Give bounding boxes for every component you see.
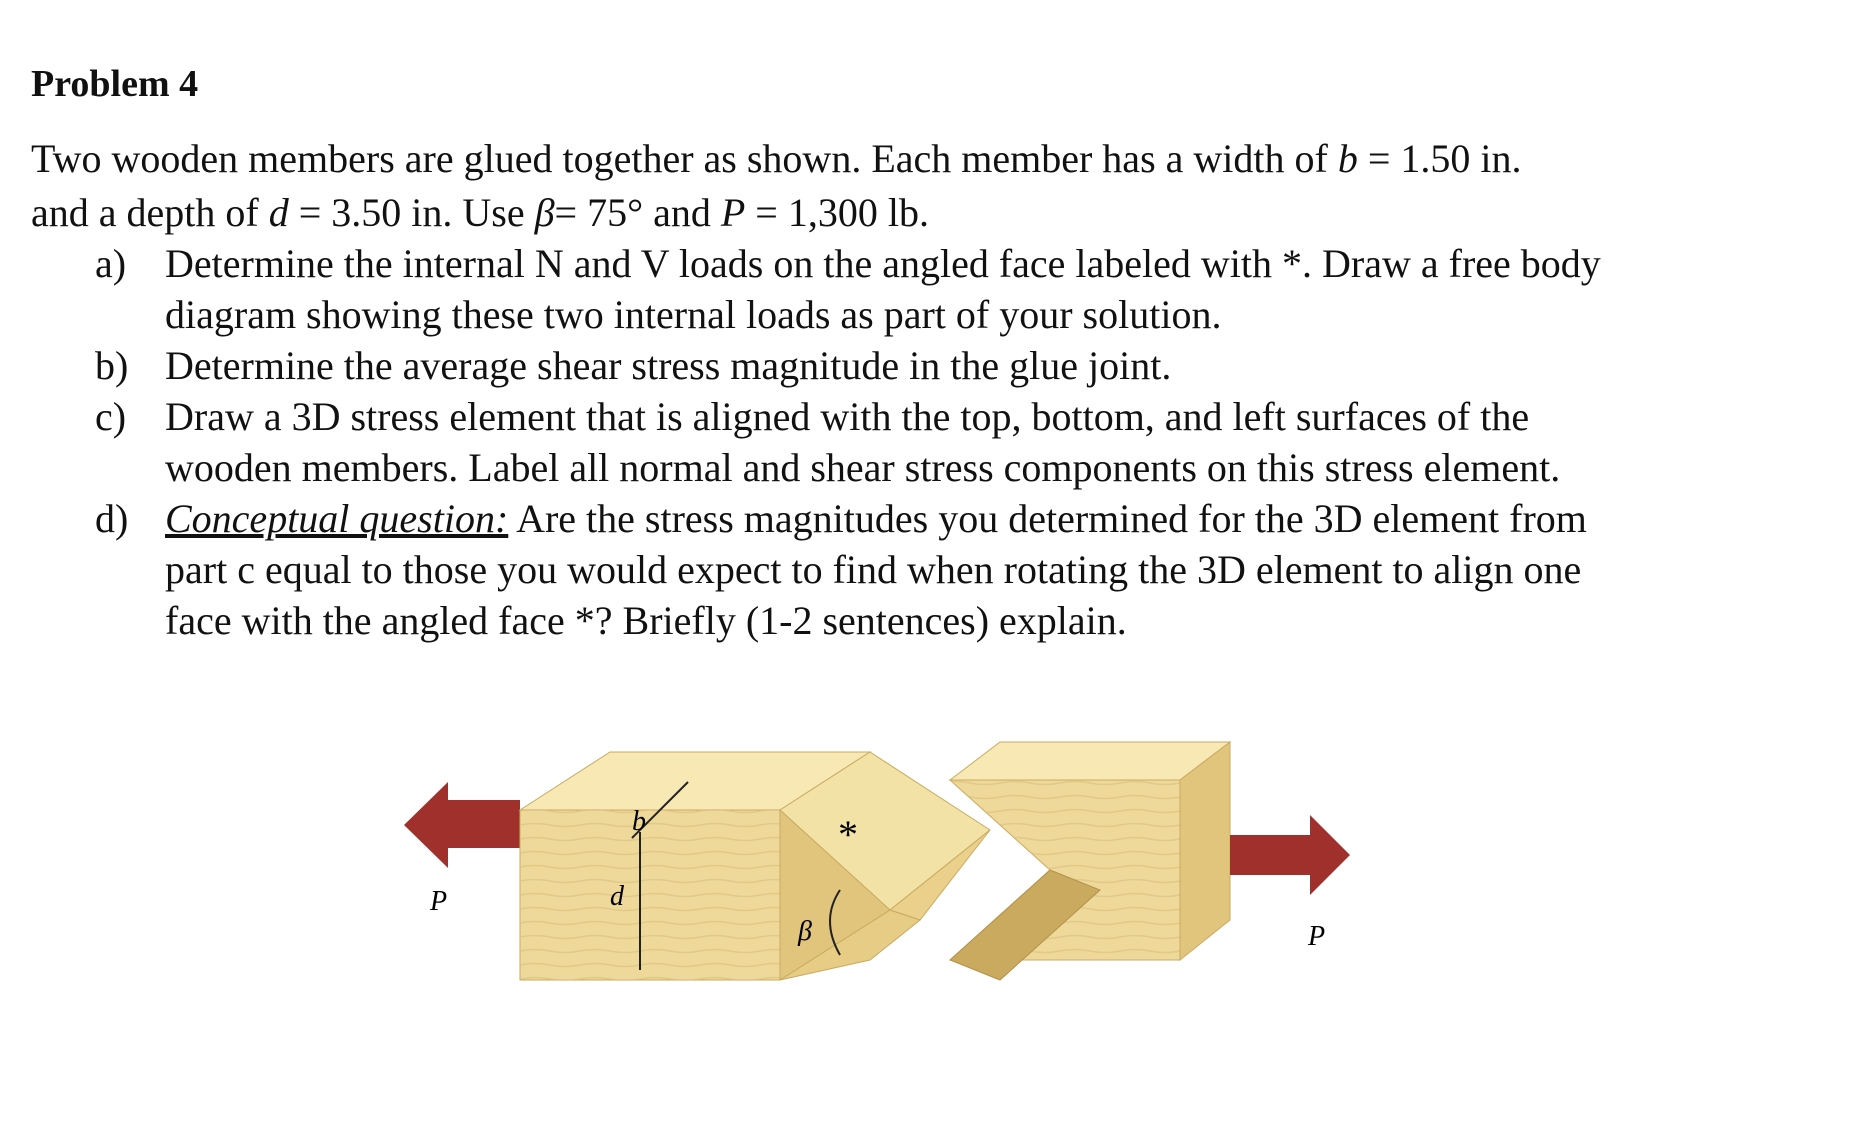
depth-label: d: [610, 881, 624, 912]
glue-face-marker: *: [838, 812, 858, 857]
intro-line-2: and a depth of d = 3.50 in. Use β= 75° and P = 1,300 lb.: [31, 190, 929, 235]
angle-label: β: [798, 916, 812, 947]
problem-title: Problem 4: [31, 63, 199, 105]
intro-line-1: Two wooden members are glued together as shown. Each member has a width of b = 1.50 in.: [31, 136, 1522, 181]
problem-parts-list: [95, 238, 1815, 646]
left-force-arrow: [404, 782, 520, 868]
left-force-label: P: [430, 886, 448, 917]
wooden-members-diagram: [400, 720, 1440, 1050]
width-label: b: [632, 806, 646, 837]
left-member-front-grain: [520, 810, 780, 980]
right-member-end: [1180, 742, 1230, 960]
part-d: d) Conceptual question: Are the stress magnitudes you determined for the 3D element from part c equal to those you would expect to find when rotating the 3D element to align one face with the angled face *? Briefly (1-2 sentences) explain.: [95, 496, 1587, 643]
right-force-arrow: [1230, 815, 1350, 895]
conceptual-question-label: Conceptual question:: [165, 496, 509, 541]
problem-intro: [31, 132, 1522, 240]
right-force-label: P: [1308, 921, 1326, 952]
wooden-members-figure: [400, 720, 1440, 1050]
part-b: b) Determine the average shear stress magnitude in the glue joint.: [95, 343, 1172, 388]
part-c: c) Draw a 3D stress element that is aligned with the top, bottom, and left surfaces of the wooden members. Label all normal and shear stress components on this stress element.: [95, 394, 1561, 490]
part-a: a) Determine the internal N and V loads on the angled face labeled with *. Draw a free body diagram showing these two internal loads as part of your solution.: [95, 241, 1601, 337]
